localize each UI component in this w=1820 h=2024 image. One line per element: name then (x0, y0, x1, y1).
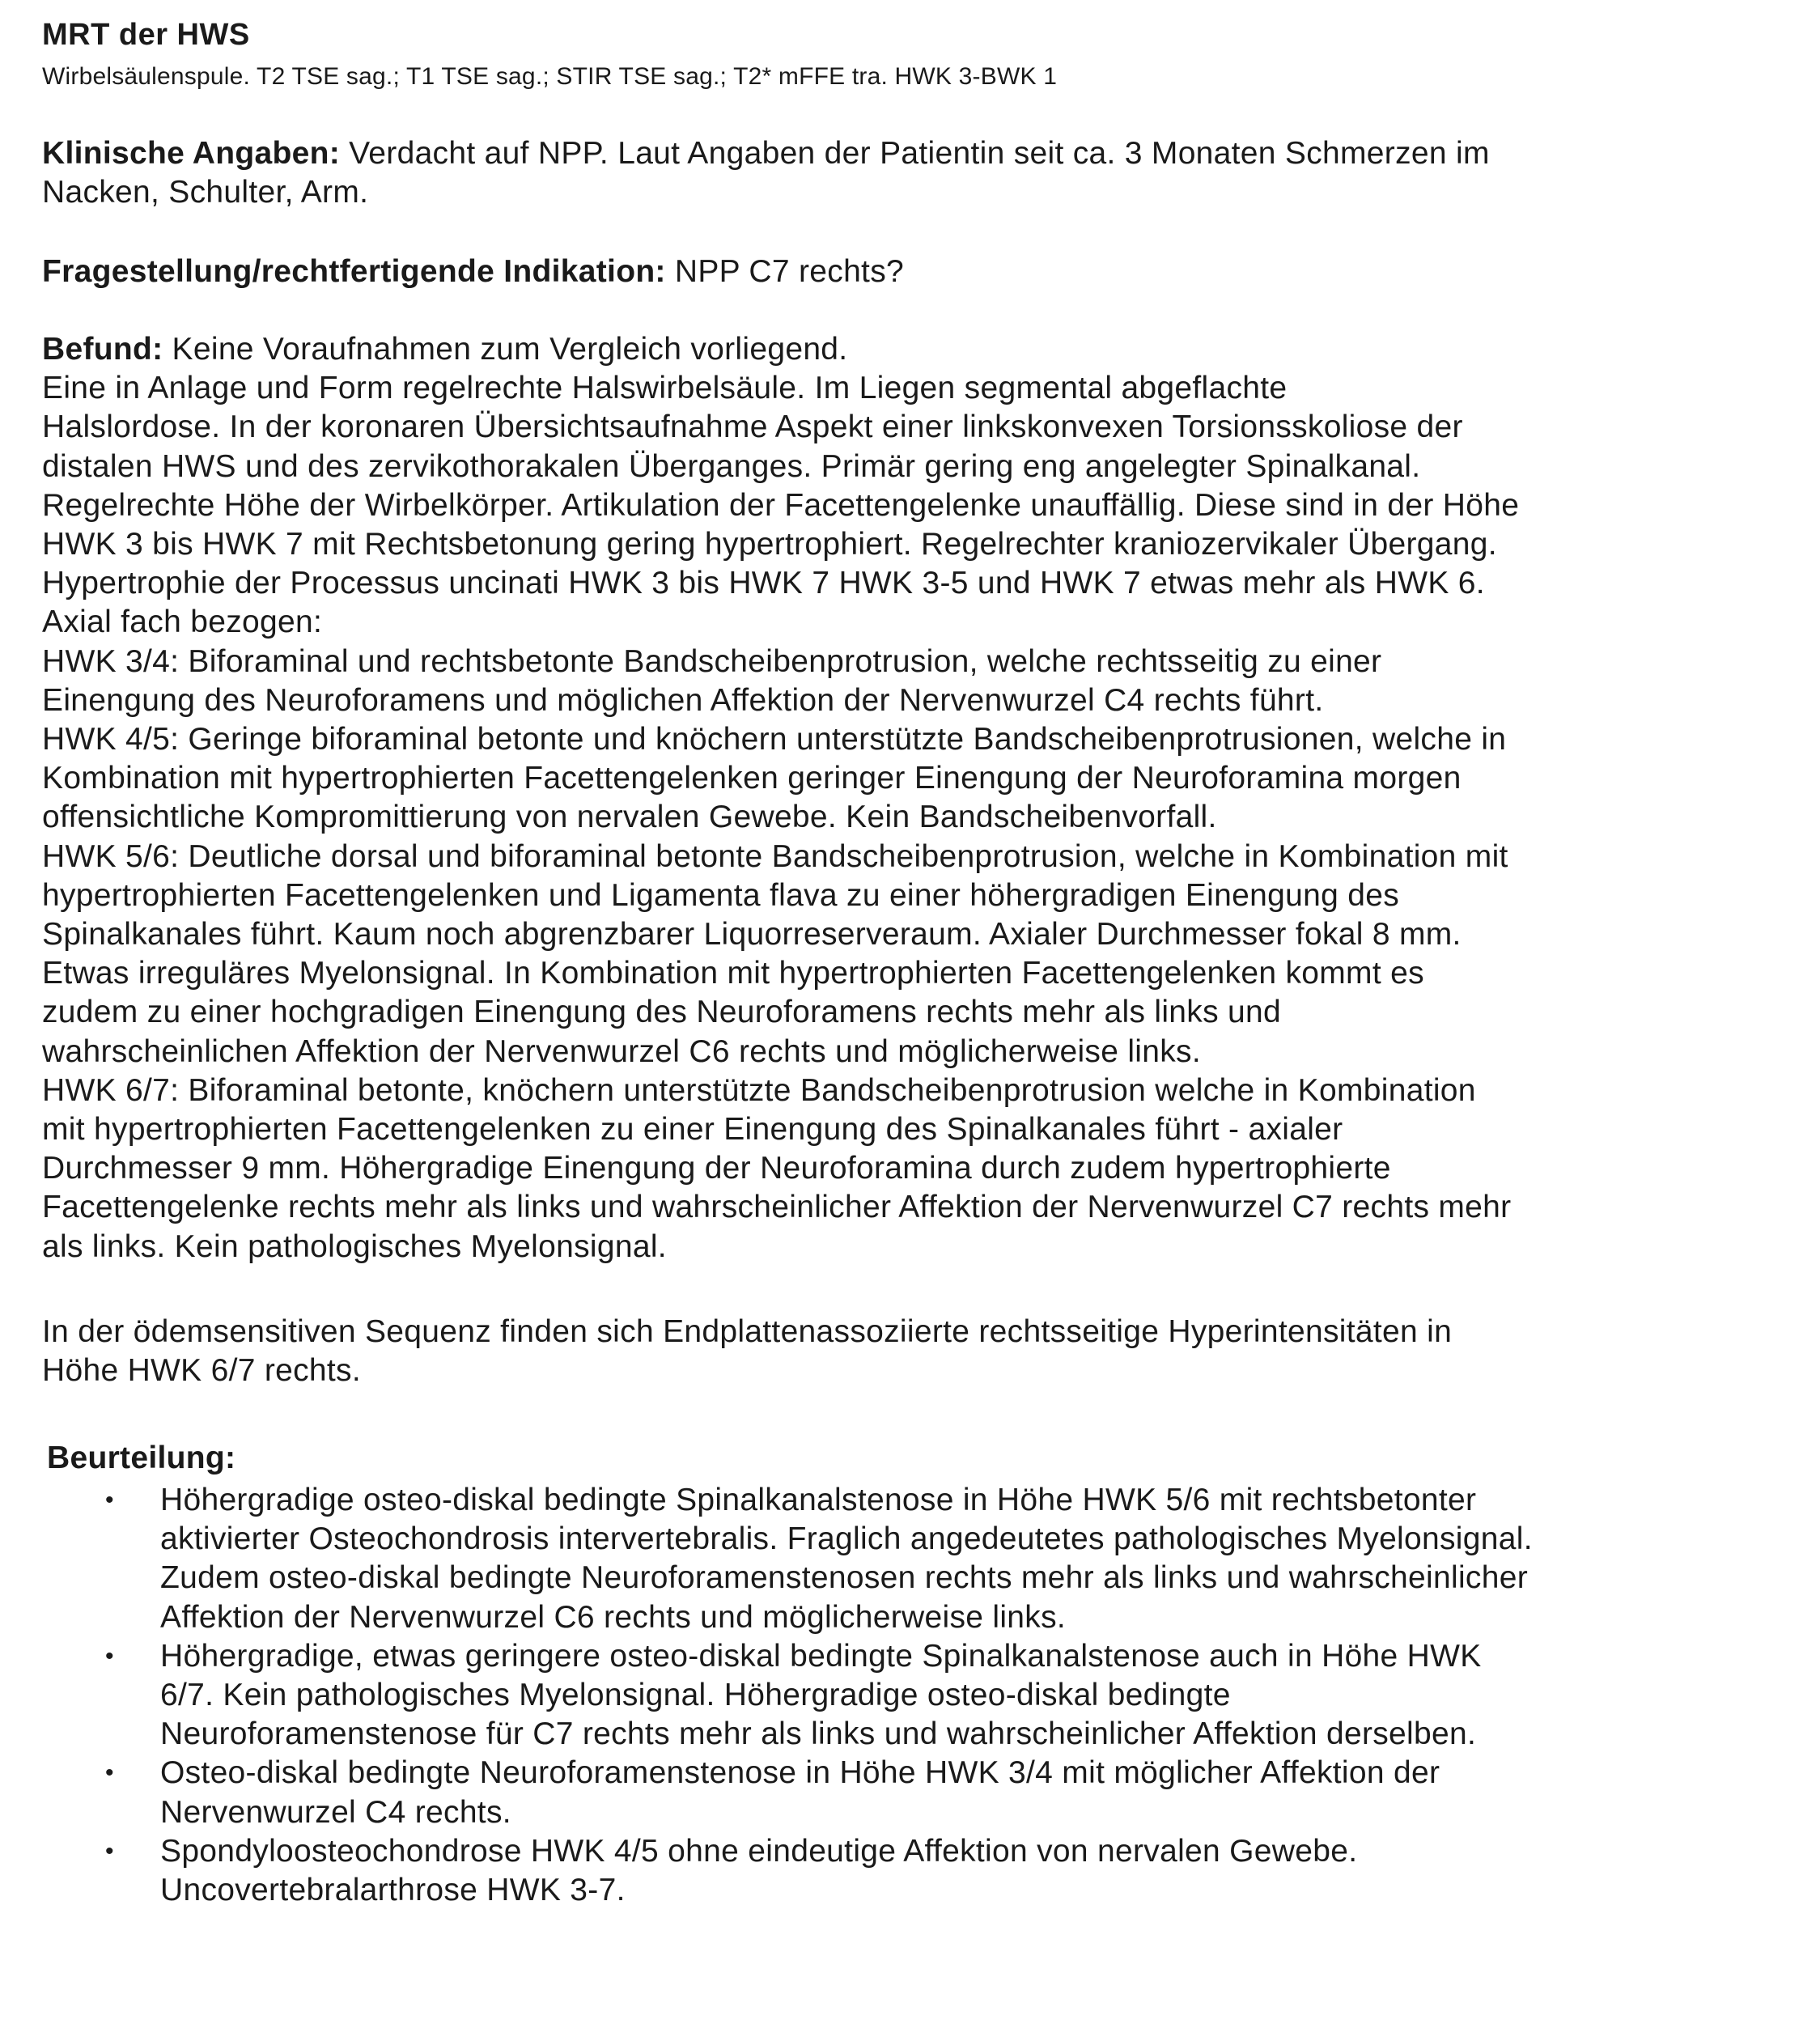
bullet-icon: • (105, 1487, 114, 1513)
bullet-icon: • (105, 1759, 114, 1787)
findings-line: HWK 3 bis HWK 7 mit Rechtsbetonung gering hypertrophiert. Regelrechter kraniozervikaler Übergang. (42, 527, 1497, 562)
findings-line: als links. Kein pathologisches Myelonsignal. (42, 1228, 667, 1264)
clinical-text: Verdacht auf NPP. Laut Angaben der Patientin seit ca. 3 Monaten Schmerzen im (349, 136, 1490, 171)
assessment-item (47, 1481, 1763, 1637)
assessment-line: Nervenwurzel C4 rechts. (160, 1794, 511, 1830)
findings-line: Axial fach bezogen: (42, 605, 323, 640)
findings-line: distalen HWS und des zervikothorakalen Überganges. Primär gering eng angelegter Spinalkanal. (42, 448, 1421, 484)
sequence-description: Wirbelsäulenspule. T2 TSE sag.; T1 TSE sag.; STIR TSE sag.; T2* mFFE tra. HWK 3-BWK 1 (42, 63, 1058, 90)
findings-line: Einengung des Neuroforamens und möglichen Affektion der Nervenwurzel C4 rechts führt. (42, 682, 1324, 718)
clinical-line-1 (42, 134, 1725, 173)
edema-line: In der ödemsensitiven Sequenz finden sich Endplattenassoziierte rechtsseitige Hyperintensitäten in (42, 1314, 1453, 1349)
clinical-label: Klinische Angaben: (42, 136, 340, 171)
findings-label: Befund: (42, 332, 163, 367)
question-text: NPP C7 rechts? (674, 254, 904, 289)
assessment-item (47, 1637, 1763, 1755)
question-line (42, 252, 1725, 291)
findings-line: Durchmesser 9 mm. Höhergradige Einengung der Neuroforamina durch zudem hypertrophierte (42, 1151, 1391, 1186)
findings-line: HWK 4/5: Geringe biforaminal betonte und knöchern unterstützte Bandscheibenprotrusionen, welche in (42, 722, 1507, 757)
assessment-line: Neuroforamenstenose für C7 rechts mehr als links und wahrscheinlicher Affektion derselben. (160, 1716, 1477, 1752)
findings-line: HWK 5/6: Deutliche dorsal und biforaminal betonte Bandscheibenprotrusion, welche in Kombination mit (42, 838, 1508, 874)
bullet-icon: • (105, 1837, 114, 1865)
findings-line: Kombination mit hypertrophierten Facettengelenken geringer Einengung der Neuroforamina morgen (42, 761, 1462, 796)
findings-line: HWK 6/7: Biforaminal betonte, knöchern unterstützte Bandscheibenprotrusion welche in Kombination (42, 1072, 1476, 1108)
edema-line: Höhe HWK 6/7 rechts. (42, 1353, 361, 1389)
findings-line: hypertrophierten Facettengelenken und Ligamenta flava zu einer höhergradigen Einengung des (42, 877, 1399, 913)
findings-line: HWK 3/4: Biforaminal und rechtsbetonte Bandscheibenprotrusion, welche rechtsseitig zu einer (42, 643, 1382, 679)
findings-line: Etwas irreguläres Myelonsignal. In Kombination mit hypertrophierten Facettengelenken kommt es (42, 956, 1424, 991)
assessment-item (47, 1832, 1763, 1910)
report-title: MRT der HWS (42, 18, 250, 52)
findings-line: Regelrechte Höhe der Wirbelkörper. Artikulation der Facettengelenke unauffällig. Diese sind in der Höhe (42, 487, 1520, 523)
edema-section (42, 1313, 1725, 1390)
findings-line: Eine in Anlage und Form regelrechte Halswirbelsäule. Im Liegen segmental abgeflachte (42, 371, 1288, 406)
assessment-line: Zudem osteo-diskal bedingte Neuroforamenstenosen rechts mehr als links und wahrscheinlicher (160, 1560, 1528, 1596)
findings-line: Hypertrophie der Processus uncinati HWK 3 bis HWK 7 HWK 3-5 und HWK 7 etwas mehr als HWK 6. (42, 566, 1485, 601)
findings-line: Spinalkanales führt. Kaum noch abgrenzbarer Liquorreserveraum. Axialer Durchmesser fokal 8 mm. (42, 917, 1462, 953)
assessment-line: Höhergradige, etwas geringere osteo-diskal bedingte Spinalkanalstenose auch in Höhe HWK (160, 1638, 1482, 1674)
assessment-list (47, 1481, 1763, 1910)
assessment-line: Spondyloosteochondrose HWK 4/5 ohne eindeutige Affektion von nervalen Gewebe. (160, 1833, 1358, 1869)
question-label: Fragestellung/rechtfertigende Indikation: (42, 254, 666, 289)
findings-section (42, 330, 1725, 1267)
assessment-line: Osteo-diskal bedingte Neuroforamenstenose in Höhe HWK 3/4 mit möglicher Affektion der (160, 1755, 1440, 1791)
assessment-item (47, 1754, 1763, 1831)
assessment-line: 6/7. Kein pathologisches Myelonsignal. Höhergradige osteo-diskal bedingte (160, 1678, 1231, 1713)
assessment-heading: Beurteilung: (47, 1441, 236, 1475)
findings-line: wahrscheinlichen Affektion der Nervenwurzel C6 rechts und möglicherweise links. (42, 1033, 1201, 1069)
assessment-line: Uncovertebralarthrose HWK 3-7. (160, 1873, 626, 1908)
clinical-section (42, 134, 1725, 212)
findings-line: offensichtliche Kompromittierung von nervalen Gewebe. Kein Bandscheibenvorfall. (42, 800, 1217, 835)
findings-line: zudem zu einer hochgradigen Einengung des Neuroforamens rechts mehr als links und (42, 995, 1281, 1030)
bullet-icon: • (105, 1642, 114, 1670)
clinical-line-2: Nacken, Schulter, Arm. (42, 175, 369, 210)
findings-line-1 (42, 330, 1725, 369)
findings-line: Facettengelenke rechts mehr als links und wahrscheinlicher Affektion der Nervenwurzel C7 rechts mehr (42, 1190, 1512, 1225)
findings-line: mit hypertrophierten Facettengelenken zu einer Einengung des Spinalkanales führt - axialer (42, 1112, 1343, 1148)
assessment-line: Affektion der Nervenwurzel C6 rechts und möglicherweise links. (160, 1599, 1067, 1635)
assessment-line: aktivierter Osteochondrosis intervertebralis. Fraglich angedeutetes pathologisches Myelonsignal. (160, 1521, 1533, 1557)
findings-line: Halslordose. In der koronaren Übersichtsaufnahme Aspekt einer linkskonvexen Torsionsskoliose der (42, 409, 1463, 445)
findings-first-text: Keine Voraufnahmen zum Vergleich vorliegend. (172, 332, 848, 367)
assessment-line: Höhergradige osteo-diskal bedingte Spinalkanalstenose in Höhe HWK 5/6 mit rechtsbetonter (160, 1483, 1477, 1517)
question-section (42, 252, 1725, 291)
